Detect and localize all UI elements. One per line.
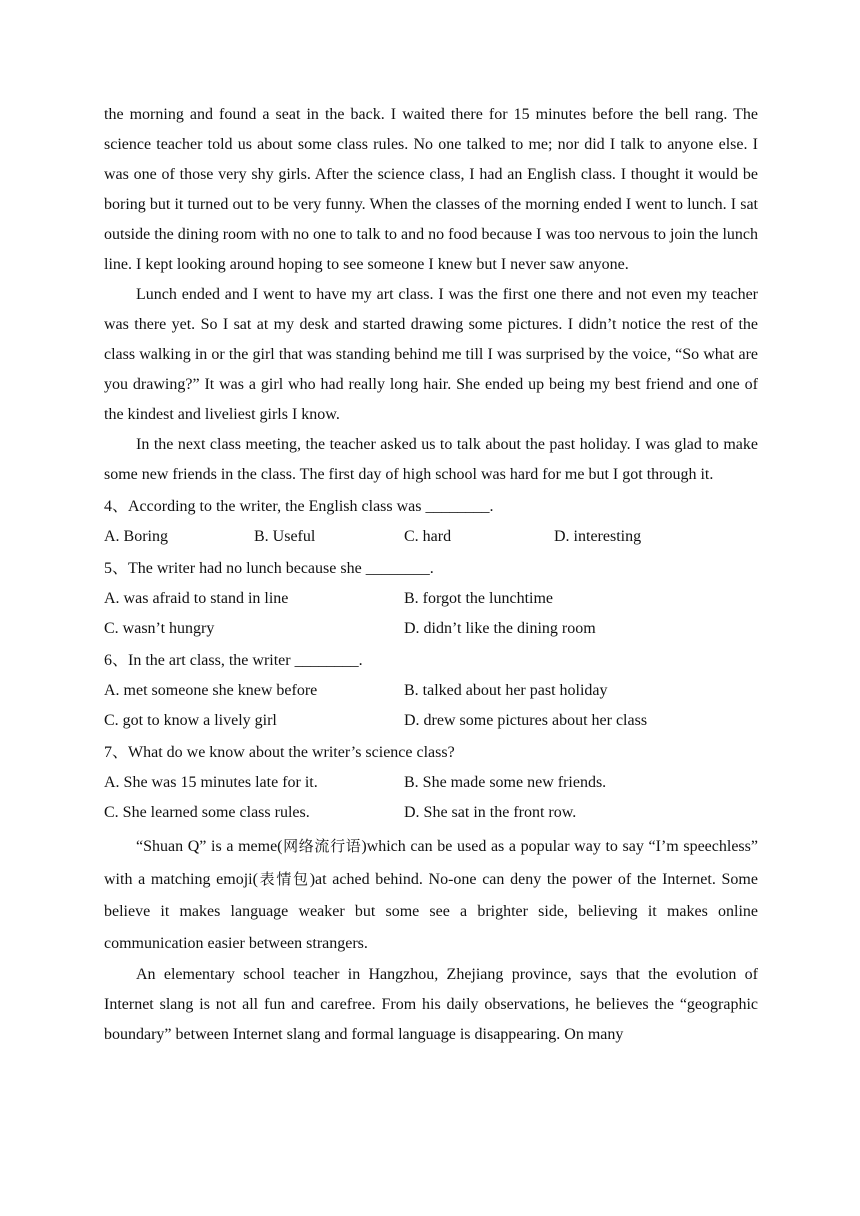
options-row [104,798,758,828]
option-c: C. got to know a lively girl [104,712,277,729]
document-page [104,100,758,1050]
question-4 [104,492,758,552]
passage2-text-c: )at ached behind. No-one can deny the power of the Internet. Some believe it makes language weaker but some see a brighter side, believing it makes online communication easier between strangers. [104,871,758,952]
options-row [104,522,758,552]
passage2-text-b: )which can be used as a popular way to say “I’m speechless” with a matching emoji( [104,838,758,888]
option-d: D. interesting [554,528,642,545]
options-row [104,584,758,614]
question-stem: 4、According to the writer, the English class was ________. [104,498,494,515]
option-d: D. She sat in the front row. [404,804,577,821]
question-7 [104,738,758,828]
passage1-paragraph-2: Lunch ended and I went to have my art class. I was the first one there and not even my teacher was there yet. So I sat at my desk and started drawing some pictures. I didn’t notice the rest of the class walking in or the girl that was standing behind me till I was surprised by the voice, “So what are you drawing?” It was a girl who had really long hair. She ended up being my best friend and one of the kindest and liveliest girls I know. [104,286,758,423]
options-row [104,676,758,706]
option-a: A. met someone she knew before [104,682,318,699]
question-6 [104,646,758,736]
question-stem: 5、The writer had no lunch because she ________. [104,560,434,577]
option-b: B. forgot the lunchtime [404,590,554,607]
passage2-paragraph-1 [104,830,758,960]
question-5 [104,554,758,644]
passage1-paragraph-1: the morning and found a seat in the back. I waited there for 15 minutes before the bell rang. The science teacher told us about some class rules. No one talked to me; nor did I talk to anyone else. I was one of those very shy girls. After the science class, I had an English class. I thought it would be boring but it turned out to be very funny. When the classes of the morning ended I went to lunch. I sat outside the dining room with no one to talk to and no food because I was too nervous to join the lunch line. I kept looking around hoping to see someone I knew but I never saw anyone. [104,106,758,273]
options-row [104,768,758,798]
option-d: D. drew some pictures about her class [404,712,648,729]
option-a: A. was afraid to stand in line [104,590,289,607]
options-row [104,614,758,644]
option-b: B. She made some new friends. [404,774,607,791]
passage2-paragraph-2: An elementary school teacher in Hangzhou, Zhejiang province, says that the evolution of Internet slang is not all fun and carefree. From his daily observations, he believes the “geographic boundary” between Internet slang and formal language is disappearing. On many [104,966,758,1043]
option-b: B. talked about her past holiday [404,682,608,699]
option-c: C. wasn’t hungry [104,620,215,637]
passage1-paragraph-3: In the next class meeting, the teacher asked us to talk about the past holiday. I was glad to make some new friends in the class. The first day of high school was hard for me but I got through it. [104,436,758,483]
option-d: D. didn’t like the dining room [404,620,596,637]
question-stem: 7、What do we know about the writer’s science class? [104,744,455,761]
chinese-gloss-emoji: 表情包 [257,870,310,888]
option-a: A. She was 15 minutes late for it. [104,774,318,791]
option-c: C. hard [404,528,452,545]
passage2-text-a: “Shuan Q” is a meme( [136,838,283,855]
option-c: C. She learned some class rules. [104,804,310,821]
option-a: A. Boring [104,528,168,545]
chinese-gloss-meme: 网络流行语 [282,837,362,855]
question-stem: 6、In the art class, the writer ________. [104,652,363,669]
options-row [104,706,758,736]
option-b: B. Useful [254,528,316,545]
